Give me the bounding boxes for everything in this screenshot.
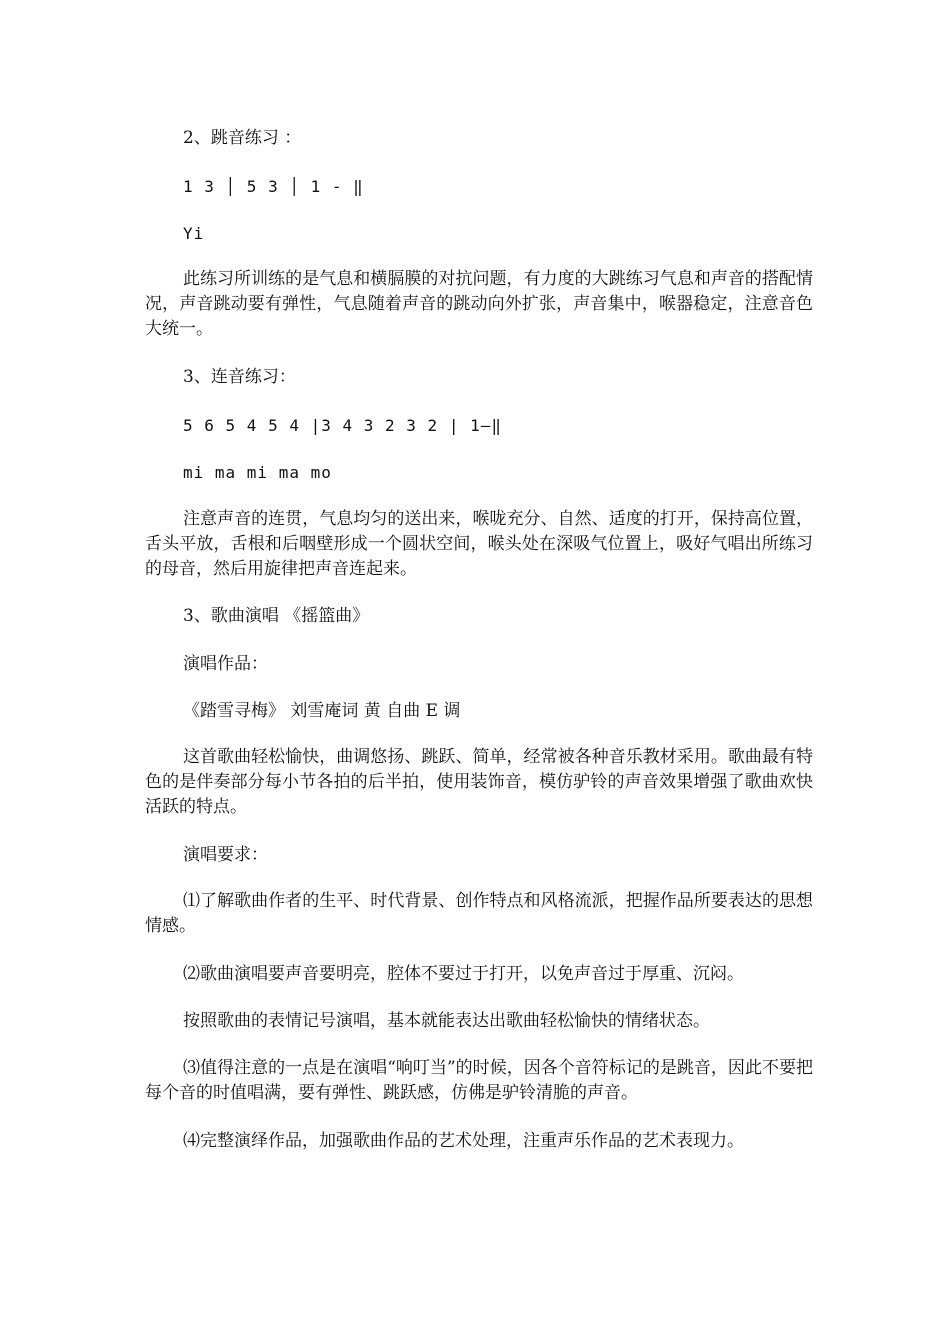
section-heading-song: 3、歌曲演唱 《摇篮曲》: [183, 606, 370, 626]
paragraph-staccato-explanation: 此练习所训练的是气息和横膈膜的对抗问题，有力度的大跳练习气息和声音的搭配情况，声音跳动要有弹性，气息随着声音的跳动向外扩张，声音集中，喉器稳定，注意音色大统一。: [145, 269, 813, 339]
paragraph-legato-explanation: 注意声音的连贯，气息均匀的送出来，喉咙充分、自然、适度的打开，保持高位置，舌头平放，舌根和后咽壁形成一个圆状空间，喉头处在深吸气位置上，吸好气唱出所练习的母音，然后用旋律把声音连起来。: [145, 509, 813, 579]
requirement-4: ⑷完整演绎作品，加强歌曲作品的艺术处理，注重声乐作品的艺术表现力。: [183, 1131, 744, 1151]
notation-staccato: 1 3 │ 5 3 │ 1 - ‖: [183, 177, 364, 196]
notation-legato: 5 6 5 4 5 4 |3 4 3 2 3 2 | 1—‖: [183, 416, 502, 435]
requirement-1: ⑴了解歌曲作者的生平、时代背景、创作特点和风格流派，把握作品所要表达的思想情感。: [145, 891, 813, 936]
syllable-legato: mi ma mi ma mo: [183, 463, 332, 482]
works-label: 演唱作品：: [183, 654, 268, 674]
work-title: 《踏雪寻梅》 刘雪庵词 黄 自曲 E 调: [183, 701, 461, 721]
section-heading-staccato: 2、跳音练习 ：: [183, 128, 302, 148]
paragraph-song-description: 这首歌曲轻松愉快，曲调悠扬、跳跃、简单，经常被各种音乐教材采用。歌曲最有特色的是伴奏部分每小节各拍的后半拍，使用装饰音，模仿驴铃的声音效果增强了歌曲欢快活跃的特点。: [145, 747, 813, 817]
requirement-2-continued: 按照歌曲的表情记号演唱，基本就能表达出歌曲轻松愉快的情绪状态。: [183, 1011, 710, 1031]
requirement-3: ⑶值得注意的一点是在演唱“响叮当”的时候，因各个音符标记的是跳音，因此不要把每个音的时值唱满，要有弹性、跳跃感，仿佛是驴铃清脆的声音。: [145, 1058, 813, 1103]
requirement-2: ⑵歌曲演唱要声音要明亮，腔体不要过于打开，以免声音过于厚重、沉闷。: [183, 964, 744, 984]
section-heading-legato: 3、连音练习：: [183, 367, 296, 387]
syllable-staccato: Yi: [183, 224, 205, 243]
requirements-label: 演唱要求：: [183, 845, 268, 865]
